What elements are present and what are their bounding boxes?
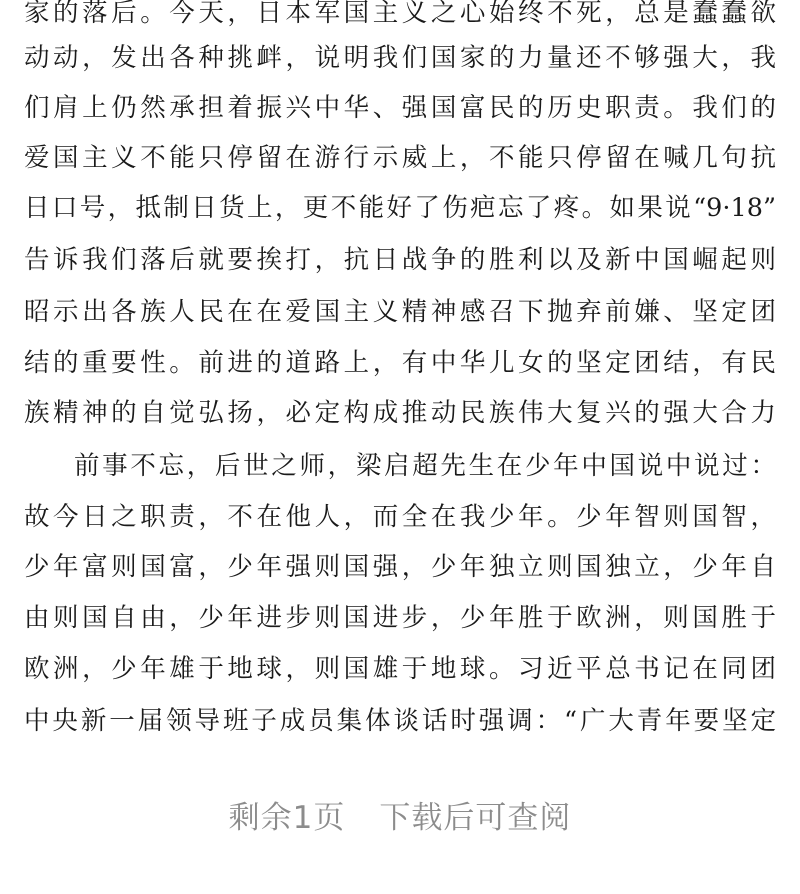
text-line: 们肩上仍然承担着振兴中华、强国富民的历史职责。我们的 [24, 93, 776, 123]
download-prompt[interactable] [0, 790, 800, 846]
text-line: 日口号，抵制日货上，更不能好了伤疤忘了疼。如果说“9·18” [24, 193, 776, 223]
remaining-pages-label: 剩余1页 [228, 800, 346, 836]
text-line: 由则国自由，少年进步则国进步，少年胜于欧洲，则国胜于 [24, 603, 776, 633]
text-line: 故今日之职责，不在他人，而全在我少年。少年智则国智， [24, 502, 776, 532]
text-line: 族精神的自觉弘扬，必定构成推动民族伟大复兴的强大合力 [24, 398, 776, 428]
download-to-view-label: 下载后可查阅 [379, 800, 572, 836]
text-line: 动动，发出各种挑衅，说明我们国家的力量还不够强大，我 [24, 43, 776, 73]
text-line: 家的落后。今天，日本军国主义之心始终不死，总是蠢蠢欲 [24, 0, 776, 28]
text-line: 爱国主义不能只停留在游行示威上，不能只停留在喊几句抗 [24, 143, 776, 173]
text-line: 欧洲，少年雄于地球，则国雄于地球。习近平总书记在同团 [24, 654, 776, 684]
text-line: 昭示出各族人民在在爱国主义精神感召下抛弃前嫌、坚定团 [24, 297, 776, 327]
text-line: 告诉我们落后就要挨打，抗日战争的胜利以及新中国崛起则 [24, 245, 776, 275]
text-line: 中央新一届领导班子成员集体谈话时强调：“广大青年要坚定 [24, 706, 776, 736]
text-line: 结的重要性。前进的道路上，有中华儿女的坚定团结，有民 [24, 348, 776, 378]
paragraph-first-line: 前事不忘，后世之师，梁启超先生在少年中国说中说过： [74, 451, 776, 481]
text-line: 少年富则国富，少年强则国强，少年独立则国独立，少年自 [24, 552, 776, 582]
